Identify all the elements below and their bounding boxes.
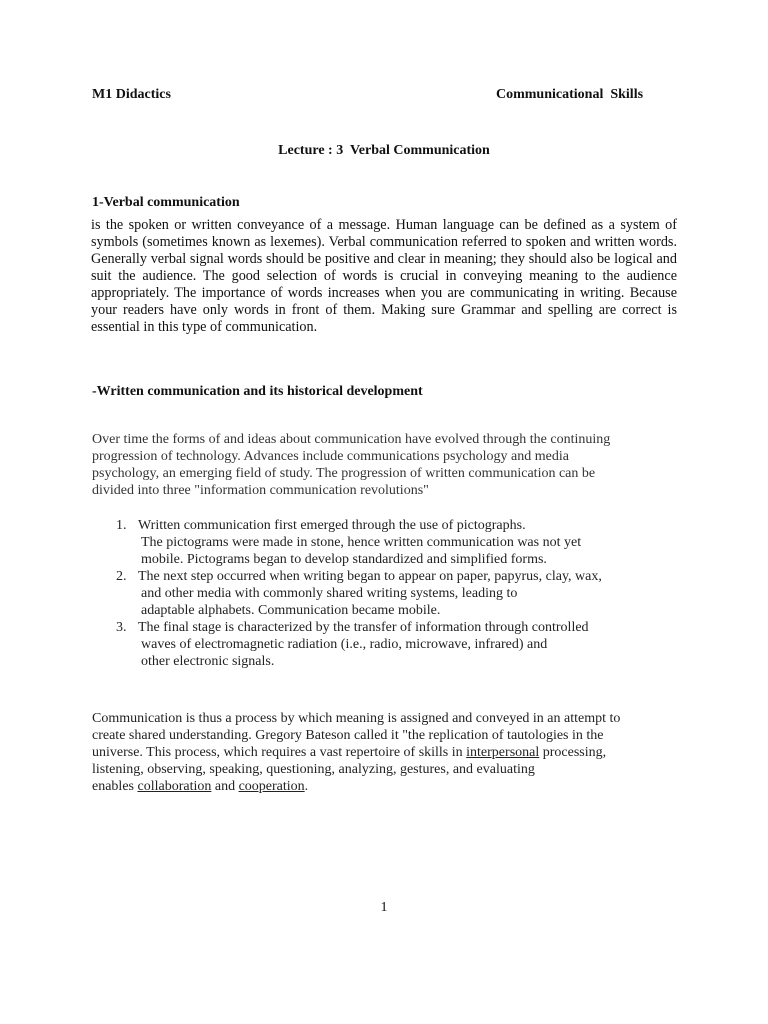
conclusion-line: create shared understanding. Gregory Bateson called it "the replication of tautologies in the <box>92 728 604 743</box>
section-verbal-heading: 1-Verbal communication <box>92 195 240 210</box>
list-line: The next step occurred when writing began to appear on paper, papyrus, clay, wax, <box>138 569 602 584</box>
list-line: waves of electromagnetic radiation (i.e., radio, microwave, infrared) and <box>141 637 548 652</box>
history-intro-paragraph <box>92 431 692 499</box>
list-line: and other media with commonly shared writing systems, leading to <box>141 586 518 601</box>
lecture-title: Lecture : 3 Verbal Communication <box>278 143 490 158</box>
list-line: The final stage is characterized by the transfer of information through controlled <box>138 620 589 635</box>
intro-line: divided into three "information communication revolutions" <box>92 483 429 498</box>
header-module: Communicational Skills <box>496 87 644 102</box>
list-line: mobile. Pictograms began to develop standardized and simplified forms. <box>141 552 547 567</box>
intro-line: progression of technology. Advances include communications psychology and media <box>92 449 569 464</box>
list-number: 1. <box>116 518 127 533</box>
header-course: M1 Didactics <box>92 87 171 102</box>
section-verbal-body: is the spoken or written conveyance of a message. Human language can be defined as a system of symbols (sometimes known as lexemes). Verbal communication referred to spoken and written words. Generally verbal signal words should be positive and clear in meaning; they should also be logical and suit the audience. The good selection of words is crucial in conveying meaning to the audience appropriately. The importance of words increases when you are communicating in writing. Because your readers have only words in front of them. Making sure Grammar and spelling are correct is essential in this type of communication. <box>91 217 677 335</box>
list-item <box>116 517 602 568</box>
list-number: 2. <box>116 569 127 584</box>
cooperation-link[interactable]: cooperation <box>238 779 305 794</box>
list-line: adaptable alphabets. Communication became mobile. <box>141 603 441 618</box>
collaboration-link[interactable]: collaboration <box>137 779 212 794</box>
conclusion-line: universe. This process, which requires a vast repertoire of skills in interpersonal processing, <box>92 745 607 760</box>
section-written-heading: -Written communication and its historical development <box>92 384 423 399</box>
list-line: Written communication first emerged through the use of pictographs. <box>138 518 526 533</box>
list-line: other electronic signals. <box>141 654 275 669</box>
conclusion-line: Communication is thus a process by which meaning is assigned and conveyed in an attempt to <box>92 711 621 726</box>
intro-line: psychology, an emerging field of study. The progression of written communication can be <box>92 466 596 481</box>
intro-line: Over time the forms of and ideas about communication have evolved through the continuing <box>92 432 611 447</box>
interpersonal-link[interactable]: interpersonal <box>466 745 540 760</box>
list-number: 3. <box>116 620 127 635</box>
page-number: 1 <box>380 900 388 915</box>
conclusion-line: listening, observing, speaking, questioning, analyzing, gestures, and evaluating <box>92 762 535 777</box>
revolutions-list <box>116 517 602 670</box>
list-item <box>116 619 602 670</box>
conclusion-line: enables collaboration and cooperation. <box>92 779 309 794</box>
list-item <box>116 568 602 619</box>
conclusion-paragraph <box>92 710 692 795</box>
list-line: The pictograms were made in stone, hence written communication was not yet <box>141 535 582 550</box>
